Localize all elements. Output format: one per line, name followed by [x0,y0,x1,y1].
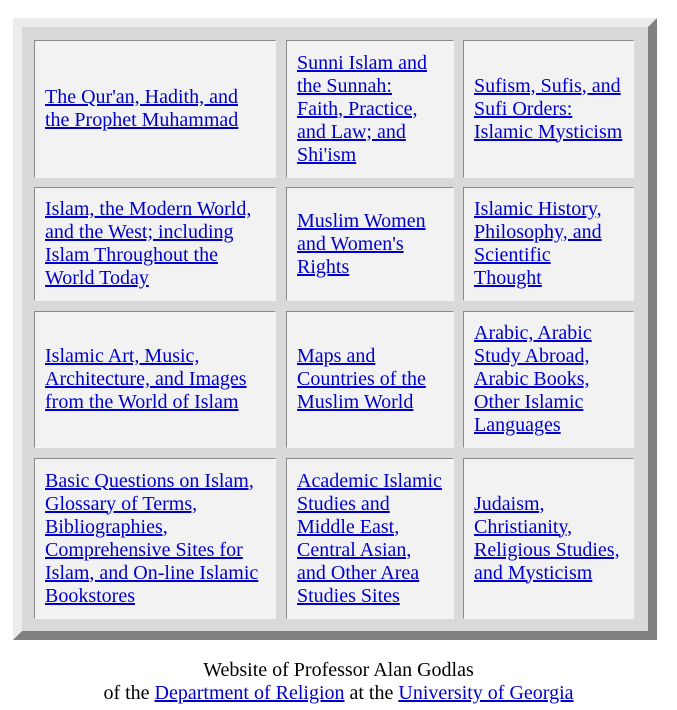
cell-sunni-islam [286,40,454,178]
link-judaism-christianity-religious-studies[interactable]: Judaism, Christianity, Religious Studies, and Mysticism [474,492,620,584]
cell-islamic-history [463,187,634,301]
cell-modern-world [34,187,276,301]
cell-academic-studies [286,458,454,619]
footer-at-the-text: at the [344,682,399,704]
cell-islamic-art [34,311,276,448]
link-sufism-mysticism[interactable]: Sufism, Sufis, and Sufi Orders: Islamic Mysticism [474,74,623,143]
link-islamic-history-philosophy[interactable]: Islamic History, Philosophy, and Scientific Thought [474,198,602,289]
link-islamic-art-music[interactable]: Islamic Art, Music, Architecture, and Images from the World of Islam [45,345,247,413]
department-of-religion-link[interactable]: Department of Religion [154,682,345,704]
site-footer [0,659,677,705]
link-quran-hadith-prophet[interactable]: The Qur'an, Hadith, and the Prophet Muhammad [45,86,239,131]
link-academic-islamic-studies[interactable]: Academic Islamic Studies and Middle East, Central Asian, and Other Area Studies Sites [297,469,442,607]
link-basic-questions-glossary[interactable]: Basic Questions on Islam, Glossary of Terms, Bibliographies, Comprehensive Sites for Islam, and On-line Islamic Bookstores [45,469,259,607]
link-sunni-islam-sunnah[interactable]: Sunni Islam and the Sunnah: Faith, Practice, and Law; and Shi'ism [297,51,427,166]
link-muslim-women-rights[interactable]: Muslim Women and Women's Rights [297,209,426,278]
cell-arabic [463,311,634,448]
cell-maps-countries [286,311,454,448]
cell-sufism [463,40,634,178]
cell-muslim-women [286,187,454,301]
footer-of-the-text: of the [103,682,155,704]
cell-quran-hadith [34,40,276,178]
link-islam-modern-world[interactable]: Islam, the Modern World, and the West; including Islam Throughout the World Today [45,198,252,289]
cell-basic-questions [34,458,276,619]
cell-judaism-christianity [463,458,634,619]
link-maps-countries[interactable]: Maps and Countries of the Muslim World [297,345,426,413]
link-arabic-languages[interactable]: Arabic, Arabic Study Abroad, Arabic Books, Other Islamic Languages [474,322,592,436]
university-of-georgia-link[interactable]: University of Georgia [398,682,574,704]
footer-affiliation-line [0,682,677,705]
footer-author-line: Website of Professor Alan Godlas [203,659,474,681]
link-table-frame [13,18,657,640]
